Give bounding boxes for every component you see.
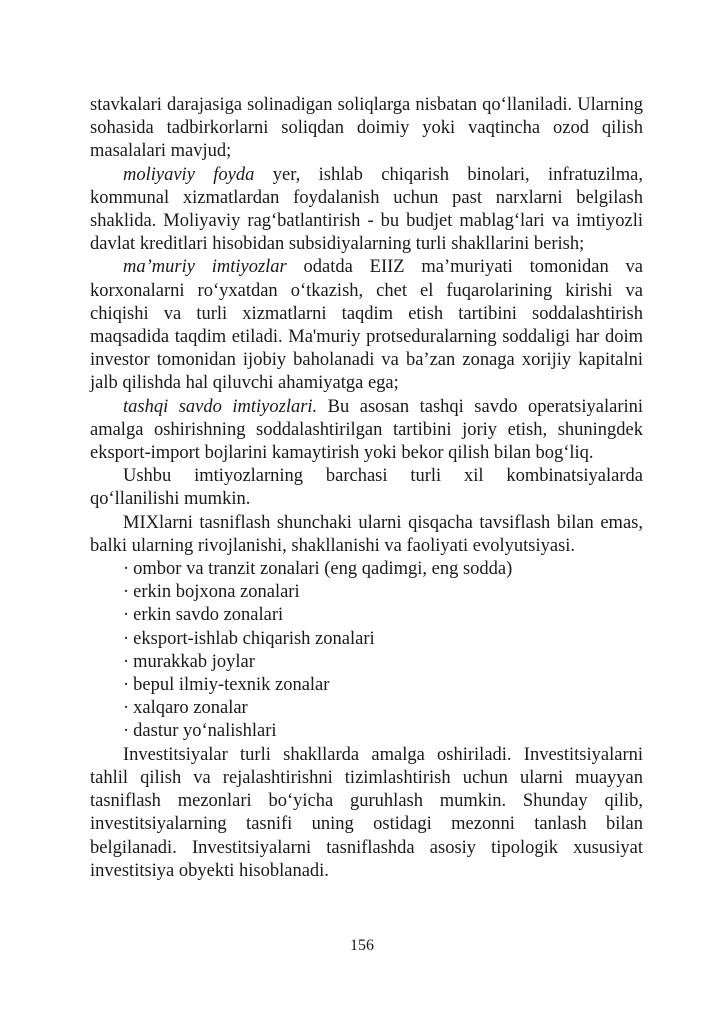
term-italic: moliyaviy foyda	[123, 164, 255, 185]
list-item-text: erkin savdo zonalari	[133, 605, 284, 626]
bullet-mark: ·	[123, 582, 130, 603]
paragraph	[90, 256, 643, 395]
bullet-mark: ·	[123, 698, 130, 719]
bullet-mark: ·	[123, 559, 130, 580]
list-item-text: murakkab joylar	[133, 651, 255, 672]
paragraph	[90, 512, 643, 558]
bullet-mark: ·	[123, 628, 130, 649]
zone-type-list	[90, 558, 643, 744]
list-item	[123, 628, 643, 651]
body-text	[90, 94, 643, 883]
list-item	[123, 697, 643, 720]
term-italic: tashqi savdo imtiyozlari.	[123, 396, 318, 417]
bullet-mark: ·	[123, 651, 130, 672]
list-item	[123, 720, 643, 743]
paragraph	[90, 396, 643, 466]
list-item	[123, 604, 643, 627]
paragraph-text: MIXlarni tasniflash shunchaki ularni qisqacha tavsiflash bilan emas, balki ularning rivojlanishi, shakllanishi va faoliyati evolyutsiyasi.	[90, 512, 643, 556]
term-italic: ma’muriy imtiyozlar	[123, 257, 287, 278]
paragraph-text: Ushbu imtiyozlarning barchasi turli xil kombinatsiyalarda qo‘llanilishi mumkin.	[90, 466, 643, 510]
list-item	[123, 558, 643, 581]
list-item-text: erkin bojxona zonalari	[133, 582, 300, 603]
list-item	[123, 581, 643, 604]
list-item-text: dastur yo‘nalishlari	[133, 721, 277, 742]
paragraph-text: yer, ishlab chiqarish binolari, infratuzilma, kommunal xizmatlardan foydalanish uchun past narxlarni belgilash shaklida. Moliyaviy rag‘batlantirish - bu budjet mablag‘lari va imtiyozli davlat kreditlari hisobidan subsidiyalarning turli shakllarini berish;	[90, 164, 643, 255]
list-item	[123, 651, 643, 674]
bullet-mark: ·	[123, 721, 130, 742]
bullet-mark: ·	[123, 605, 130, 626]
paragraph	[90, 94, 643, 164]
paragraph-text: Bu asosan tashqi savdo operatsiyalarini amalga oshirishning soddalashtirilgan tartibini joriy etish, shuningdek eksport-import bojlarini kamaytirish yoki bekor qilish bilan bog‘liq.	[90, 396, 644, 464]
page-number: 156	[350, 937, 374, 954]
paragraph-text: Investitsiyalar turli shakllarda amalga oshiriladi. Investitsiyalarni tahlil qilish va rejalashtirishni tizimlashtirish uchun ularni muayyan tasniflash mezonlari bo‘yicha guruhlash mumkin. Shunday qilib, investitsiyalarning tasnifi uning ostidagi mezonni tanlash bilan belgilanadi. Investitsiyalarni tasniflashda asosiy tipologik xususiyat investitsiya obyekti hisoblanadi.	[90, 744, 643, 881]
paragraph	[90, 465, 643, 511]
list-item	[123, 674, 643, 697]
list-item-text: eksport-ishlab chiqarish zonalari	[133, 628, 375, 649]
paragraph-text: odatda EIIZ ma’muriyati tomonidan va korxonalarni ro‘yxatdan o‘tkazish, chet el fuqarolarining kirishi va chiqishi va turli xizmatlarni taqdim etish tartibini soddalashtirish maqsadida taqdim etiladi. Ma'muriy protseduralarning soddaligi har doim investor tomonidan ijobiy baholanadi va ba’zan zonaga xorijiy kapitalni jalb qilishda hal qiluvchi ahamiyatga ega;	[90, 257, 643, 394]
list-item-text: ombor va tranzit zonalari (eng qadimgi, eng sodda)	[133, 559, 513, 580]
list-item-text: bepul ilmiy-texnik zonalar	[133, 675, 330, 696]
paragraph	[90, 164, 643, 257]
bullet-mark: ·	[123, 675, 130, 696]
paragraph	[90, 744, 643, 883]
paragraph-text: stavkalari darajasiga solinadigan soliqlarga nisbatan qo‘llaniladi. Ularning sohasida tadbirkorlarni soliqdan doimiy yoki vaqtincha ozod qilish masalalari mavjud;	[90, 95, 643, 162]
list-item-text: xalqaro zonalar	[133, 698, 248, 719]
